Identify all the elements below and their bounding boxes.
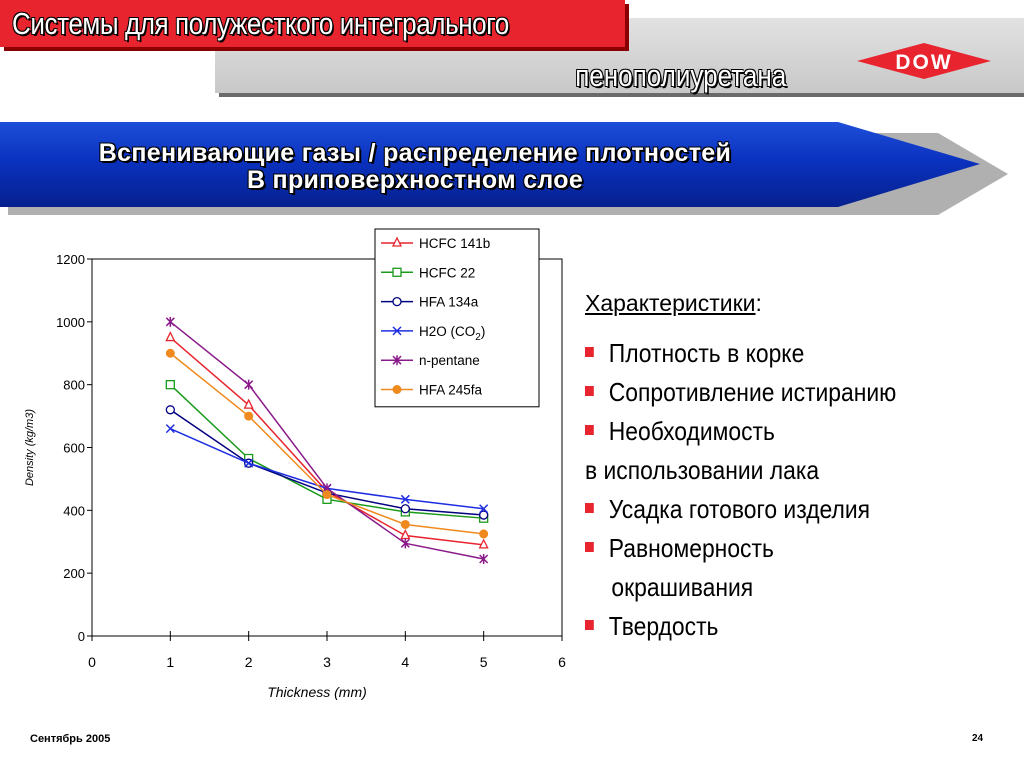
x-tick-label: 5 xyxy=(479,654,488,670)
y-tick-label: 400 xyxy=(63,503,85,519)
dow-logo-text: DOW xyxy=(895,51,953,74)
characteristic-item xyxy=(585,490,963,529)
bullet-icon xyxy=(585,542,594,552)
characteristic-text: окрашивания xyxy=(611,572,754,602)
data-point xyxy=(166,406,174,414)
x-tick-label: 1 xyxy=(166,654,175,670)
data-point xyxy=(166,349,174,357)
bullet-icon xyxy=(585,425,594,435)
legend-marker xyxy=(393,298,401,306)
characteristic-text: Твердость xyxy=(608,611,719,641)
x-tick-label: 3 xyxy=(323,654,331,670)
data-point xyxy=(401,505,409,513)
characteristics-title-colon: : xyxy=(755,290,762,316)
banner-title xyxy=(0,140,830,194)
data-point xyxy=(401,520,409,528)
characteristic-text: Сопротивление истиранию xyxy=(608,377,897,407)
characteristic-text: Необходимость xyxy=(608,416,775,446)
bullet-icon xyxy=(585,620,594,630)
bullet-icon xyxy=(585,347,594,357)
footer-date: Сентябрь 2005 xyxy=(30,733,111,745)
data-point xyxy=(480,530,488,538)
legend-marker xyxy=(393,386,401,394)
legend-marker xyxy=(393,268,401,276)
header-title-bar xyxy=(0,0,625,47)
legend-label: n-pentane xyxy=(419,353,480,369)
characteristic-item xyxy=(585,334,963,373)
legend-label: HCFC 141b xyxy=(419,236,491,251)
y-tick-label: 600 xyxy=(63,440,85,456)
legend-label: HFA 245fa xyxy=(419,382,483,398)
bullet-icon xyxy=(585,386,594,396)
header-title-line2: пенополиуретана xyxy=(574,58,786,93)
x-axis-label: Thickness (mm) xyxy=(267,684,367,700)
density-chart xyxy=(0,225,580,715)
legend-label: HCFC 22 xyxy=(419,265,476,281)
x-tick-label: 4 xyxy=(401,654,410,670)
chart-legend xyxy=(375,229,539,407)
characteristic-item xyxy=(585,451,963,490)
data-point xyxy=(323,491,331,499)
characteristic-item xyxy=(585,607,963,646)
characteristics-title xyxy=(585,290,762,317)
x-tick-label: 2 xyxy=(244,654,253,670)
characteristic-text: Усадка готового изделия xyxy=(608,494,871,524)
y-axis-label: Density (kg/m3) xyxy=(24,408,36,487)
banner-title-line1: Вспенивающие газы / распределение плотностей xyxy=(98,139,732,167)
characteristics-title-text: Характеристики xyxy=(585,290,756,316)
characteristic-text: Равномерность xyxy=(608,533,774,563)
legend-box xyxy=(375,229,539,407)
data-point xyxy=(245,412,253,420)
dow-logo xyxy=(856,42,992,80)
data-point xyxy=(166,381,174,389)
y-tick-label: 800 xyxy=(63,377,85,393)
legend-label: H2O $(CO_2)$ xyxy=(419,323,486,343)
x-tick-label: 6 xyxy=(558,654,566,670)
page-number: 24 xyxy=(972,733,984,744)
characteristic-text: в использовании лака xyxy=(585,455,820,485)
characteristic-item xyxy=(585,373,963,412)
characteristic-item xyxy=(585,568,963,607)
characteristic-text: Плотность в корке xyxy=(608,338,805,368)
y-tick-label: 200 xyxy=(63,566,85,582)
characteristic-item xyxy=(585,412,963,451)
characteristic-item xyxy=(585,529,963,568)
y-tick-label: 1200 xyxy=(56,252,85,267)
y-tick-label: 1000 xyxy=(56,314,85,330)
characteristics-list xyxy=(585,334,1015,646)
x-tick-label: 0 xyxy=(88,654,96,670)
header-title-line1: Системы для полужесткого интегрального xyxy=(12,6,509,41)
legend-label: HFA 134a xyxy=(419,294,479,310)
y-tick-label: 0 xyxy=(77,629,85,644)
bullet-icon xyxy=(585,503,594,513)
banner-title-line2: В приповерхностном слое xyxy=(246,166,584,194)
